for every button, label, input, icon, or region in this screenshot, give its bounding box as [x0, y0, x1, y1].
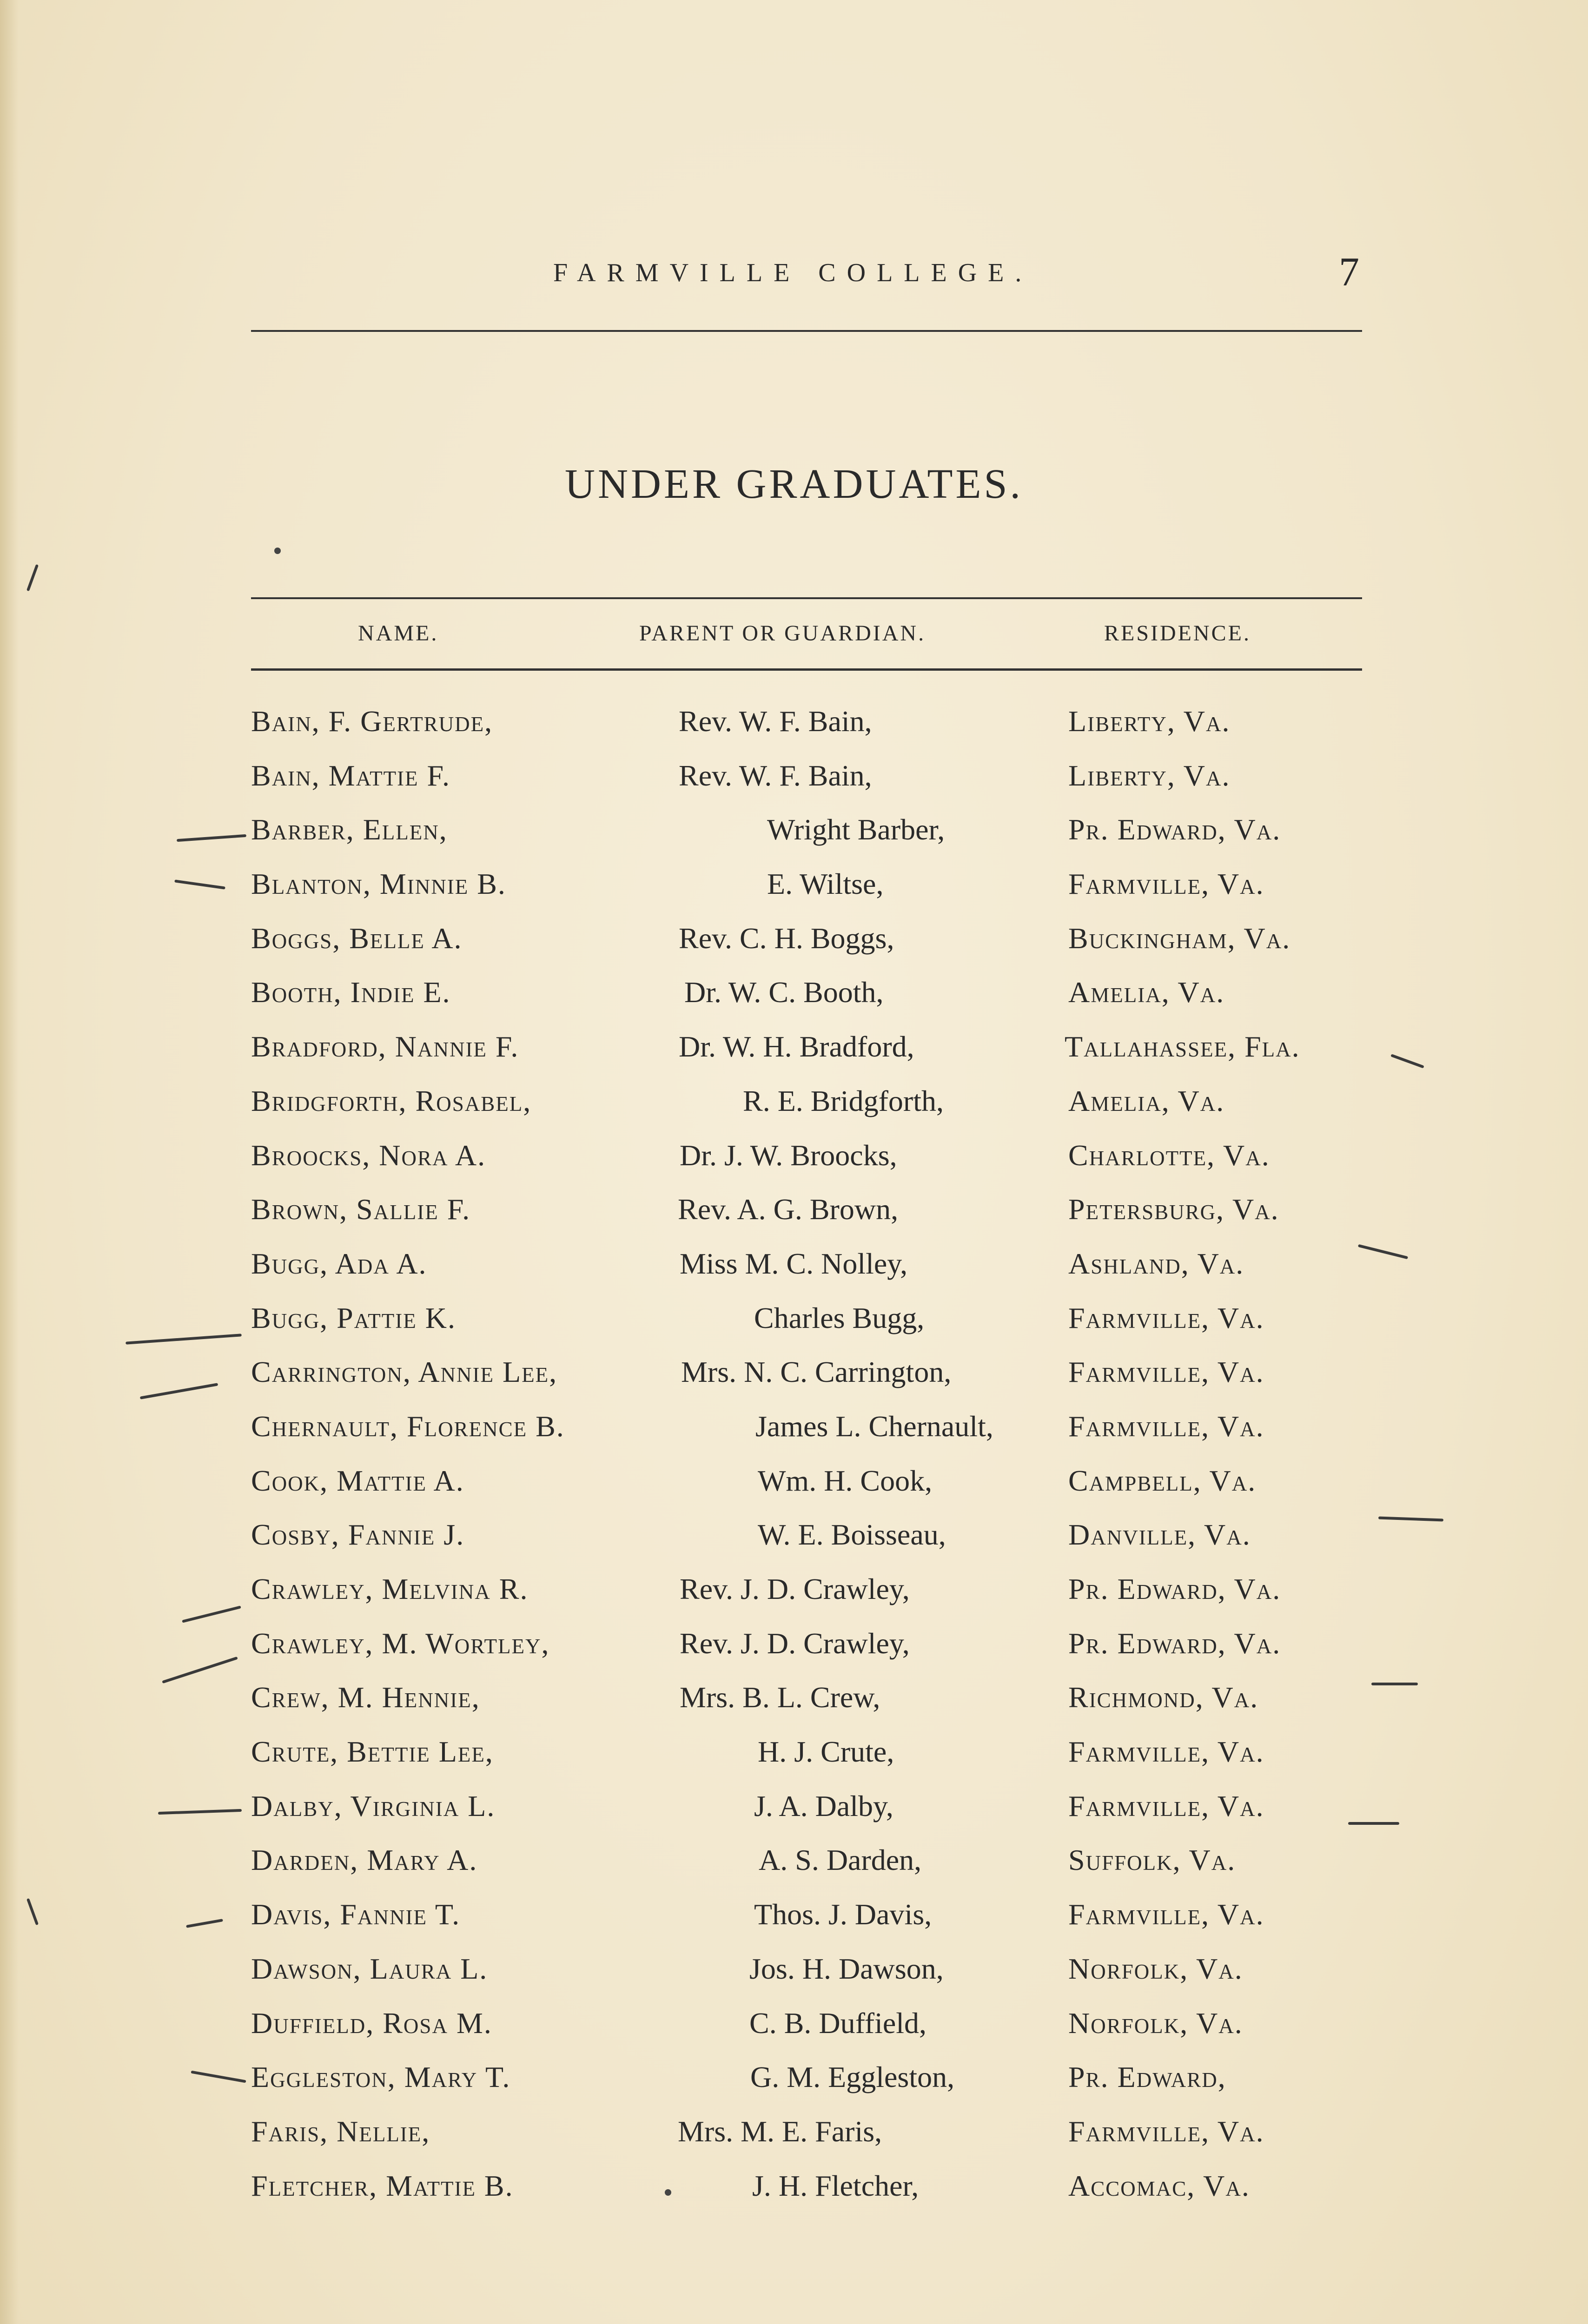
table-row: [0, 1355, 1588, 1409]
student-residence: Farmville, Va.: [1068, 1409, 1264, 1443]
ink-dot: [665, 2189, 671, 2196]
student-name: Booth, Indie E.: [251, 976, 451, 1009]
student-residence: Farmville, Va.: [1068, 1898, 1264, 1931]
student-name: Bain, Mattie F.: [251, 759, 451, 792]
page-number: 7: [1339, 250, 1359, 295]
student-parent: Thos. J. Davis,: [754, 1898, 932, 1931]
table-row: [0, 1626, 1588, 1681]
student-name: Chernault, Florence B.: [251, 1409, 565, 1443]
student-parent: R. E. Bridgforth,: [743, 1084, 944, 1117]
student-residence: Campbell, Va.: [1068, 1464, 1257, 1497]
student-name: Dawson, Laura L.: [251, 1952, 488, 1985]
section-title: UNDER GRADUATES.: [564, 461, 1024, 507]
student-table: [0, 704, 1588, 2223]
student-name: Cook, Mattie A.: [251, 1464, 464, 1497]
student-name: Duffield, Rosa M.: [251, 2006, 492, 2040]
student-name: Bain, F. Gertrude,: [251, 705, 493, 738]
student-parent: Miss M. C. Nolley,: [680, 1247, 908, 1280]
student-name: Bugg, Ada A.: [251, 1247, 427, 1280]
student-residence: Pr. Edward, Va.: [1068, 813, 1281, 846]
student-name: Faris, Nellie,: [251, 2114, 430, 2148]
student-name: Boggs, Belle A.: [251, 921, 463, 955]
student-residence: Farmville, Va.: [1068, 1789, 1264, 1822]
student-parent: H. J. Crute,: [758, 1735, 894, 1769]
table-row: [0, 2006, 1588, 2060]
student-residence: Charlotte, Va.: [1068, 1138, 1270, 1172]
student-parent: J. A. Dalby,: [754, 1789, 893, 1822]
table-row: [0, 2060, 1588, 2114]
student-residence: Farmville, Va.: [1068, 1735, 1264, 1769]
student-residence: Amelia, Va.: [1068, 976, 1225, 1009]
student-residence: Farmville, Va.: [1068, 1301, 1264, 1334]
student-name: Cosby, Fannie J.: [251, 1518, 465, 1552]
student-parent: J. H. Fletcher,: [752, 2169, 919, 2202]
table-row: [0, 1680, 1588, 1735]
student-residence: Norfolk, Va.: [1068, 2006, 1243, 2040]
student-name: Bridgforth, Rosabel,: [251, 1084, 532, 1117]
student-residence: Richmond, Va.: [1068, 1681, 1259, 1714]
student-name: Crawley, Melvina R.: [251, 1572, 529, 1605]
table-row: [0, 1030, 1588, 1084]
student-name: Crew, M. Hennie,: [251, 1681, 480, 1714]
table-row: [0, 867, 1588, 921]
student-parent: Rev. J. D. Crawley,: [680, 1626, 910, 1660]
student-name: Bradford, Nannie F.: [251, 1030, 519, 1063]
student-residence: Farmville, Va.: [1068, 2114, 1264, 2148]
student-residence: Buckingham, Va.: [1068, 921, 1291, 955]
table-top-rule: [251, 597, 1362, 599]
student-parent: Dr. W. H. Bradford,: [679, 1030, 914, 1063]
student-residence: Danville, Va.: [1068, 1518, 1251, 1552]
student-parent: Rev. C. H. Boggs,: [679, 921, 894, 955]
table-row: [0, 921, 1588, 976]
column-header-parent: PARENT OR GUARDIAN.: [639, 621, 926, 646]
table-row: [0, 2169, 1588, 2223]
student-name: Crawley, M. Wortley,: [251, 1626, 550, 1660]
pencil-mark: [1371, 1683, 1418, 1685]
student-name: Eggleston, Mary T.: [251, 2060, 511, 2094]
student-residence: Farmville, Va.: [1068, 867, 1264, 901]
student-parent: Charles Bugg,: [754, 1301, 925, 1334]
table-header-rule: [251, 668, 1362, 671]
student-parent: Rev. A. G. Brown,: [678, 1193, 899, 1226]
table-row: [0, 1518, 1588, 1572]
table-row: [0, 2114, 1588, 2169]
student-parent: Mrs. N. C. Carrington,: [681, 1355, 952, 1389]
student-name: Crute, Bettie Lee,: [251, 1735, 494, 1769]
column-header-name: NAME.: [358, 621, 439, 646]
student-name: Carrington, Annie Lee,: [251, 1355, 558, 1389]
student-residence: Liberty, Va.: [1068, 759, 1231, 792]
student-parent: James L. Chernault,: [755, 1409, 993, 1443]
student-residence: Norfolk, Va.: [1068, 1952, 1243, 1985]
table-row: [0, 1247, 1588, 1301]
student-name: Dalby, Virginia L.: [251, 1789, 496, 1822]
table-row: [0, 1301, 1588, 1355]
student-residence: Liberty, Va.: [1068, 705, 1231, 738]
student-parent: Wright Barber,: [767, 813, 945, 846]
table-row: [0, 1138, 1588, 1193]
table-row: [0, 1192, 1588, 1247]
student-residence: Pr. Edward,: [1068, 2060, 1226, 2094]
student-residence: Farmville, Va.: [1068, 1355, 1264, 1389]
student-name: Blanton, Minnie B.: [251, 867, 506, 901]
student-parent: Wm. H. Cook,: [758, 1464, 933, 1497]
pencil-mark: [1348, 1822, 1399, 1825]
table-row: [0, 1084, 1588, 1138]
student-parent: G. M. Eggleston,: [750, 2060, 955, 2094]
student-parent: Rev. W. F. Bain,: [679, 705, 872, 738]
student-name: Bugg, Pattie K.: [251, 1301, 456, 1334]
student-residence: Tallahassee, Fla.: [1065, 1030, 1300, 1063]
student-residence: Pr. Edward, Va.: [1068, 1572, 1281, 1605]
student-parent: Mrs. M. E. Faris,: [678, 2114, 882, 2148]
student-name: Broocks, Nora A.: [251, 1138, 486, 1172]
header-rule: [251, 330, 1362, 332]
table-row: [0, 1409, 1588, 1464]
table-row: [0, 1572, 1588, 1626]
student-parent: Mrs. B. L. Crew,: [680, 1681, 880, 1714]
student-parent: A. S. Darden,: [759, 1843, 922, 1877]
student-name: Barber, Ellen,: [251, 813, 448, 846]
running-head: FARMVILLE COLLEGE.: [553, 258, 1033, 287]
student-name: Fletcher, Mattie B.: [251, 2169, 514, 2202]
student-name: Darden, Mary A.: [251, 1843, 478, 1877]
table-row: [0, 1952, 1588, 2006]
student-parent: W. E. Boisseau,: [758, 1518, 946, 1552]
student-residence: Accomac, Va.: [1068, 2169, 1250, 2202]
student-parent: Rev. W. F. Bain,: [679, 759, 872, 792]
student-parent: Dr. J. W. Broocks,: [680, 1138, 897, 1172]
student-parent: Jos. H. Dawson,: [749, 1952, 944, 1985]
student-parent: E. Wiltse,: [767, 867, 884, 901]
student-residence: Pr. Edward, Va.: [1068, 1626, 1281, 1660]
student-parent: Rev. J. D. Crawley,: [680, 1572, 910, 1605]
student-parent: C. B. Duffield,: [749, 2006, 927, 2040]
student-residence: Petersburg, Va.: [1068, 1193, 1279, 1226]
table-row: [0, 975, 1588, 1030]
student-residence: Ashland, Va.: [1068, 1247, 1244, 1280]
table-row: [0, 759, 1588, 813]
ink-dot: [274, 548, 281, 554]
table-row: [0, 1735, 1588, 1789]
student-name: Brown, Sallie F.: [251, 1193, 471, 1226]
table-row: [0, 1464, 1588, 1518]
student-residence: Amelia, Va.: [1068, 1084, 1225, 1117]
column-header-residence: RESIDENCE.: [1104, 621, 1251, 646]
table-row: [0, 812, 1588, 867]
table-row: [0, 704, 1588, 759]
student-parent: Dr. W. C. Booth,: [684, 976, 884, 1009]
student-name: Davis, Fannie T.: [251, 1898, 461, 1931]
student-residence: Suffolk, Va.: [1068, 1843, 1236, 1877]
table-row: [0, 1897, 1588, 1952]
table-row: [0, 1843, 1588, 1897]
table-row: [0, 1789, 1588, 1843]
